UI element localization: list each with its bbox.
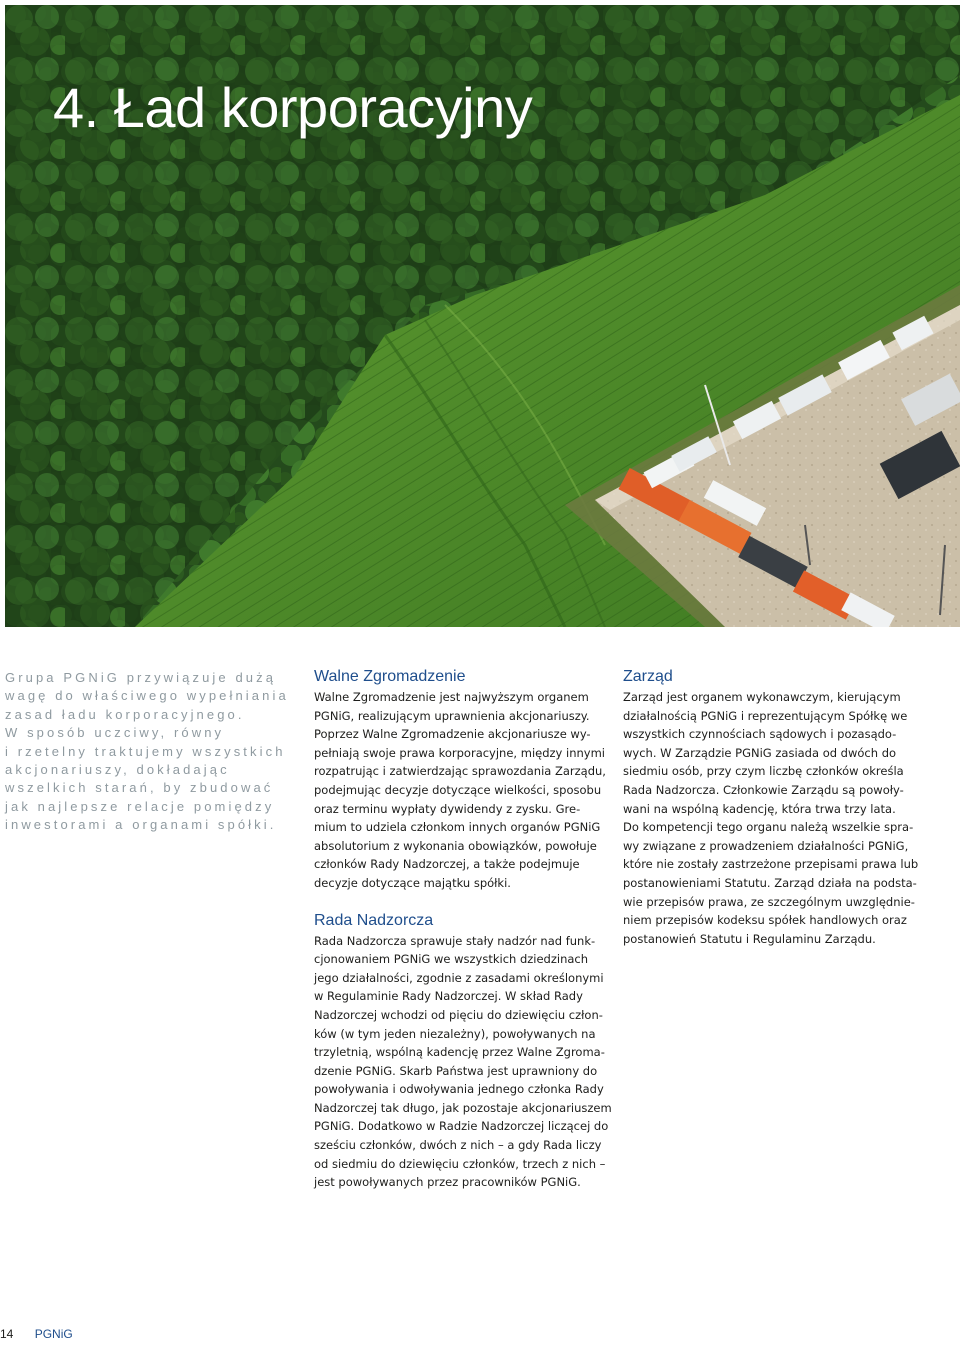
intro-line: i rzetelny traktujemy wszystkich (5, 743, 286, 759)
text-line: wani na wspólną kadencję, która trwa trzy lata. (623, 801, 896, 816)
intro-line: wagę do właściwego wypełniania (5, 688, 289, 704)
text-line: Nadzorczej tak długo, jak pozostaje akcjonariuszem (314, 1100, 612, 1115)
text-line: oraz terminu wypłaty dywidendy z zysku. Gre- (314, 801, 581, 816)
intro-line: akcjonariuszy, dokładając (5, 762, 230, 778)
rada-body (314, 932, 614, 1192)
text-line: w Regulaminie Rady Nadzorczej. W skład Rady (314, 989, 583, 1004)
text-line: od siedmiu do dziewięciu członków, trzech z nich – (314, 1156, 606, 1171)
text-line: PGNiG, realizującym uprawnienia akcjonariuszy. (314, 708, 590, 723)
hero-photo (5, 5, 960, 627)
text-line: niem przepisów kodeksu spółek handlowych oraz (623, 913, 907, 928)
column-zarzad (623, 667, 923, 948)
text-line: siedmiu osób, przy czym liczbę członków określa (623, 764, 904, 779)
text-line: rozpatrując i zatwierdzając sprawozdania Zarządu, (314, 764, 606, 779)
text-line: mium to udziela członkom innych organów PGNiG (314, 820, 601, 835)
text-line: jego działalności, zgodnie z zasadami określonymi (314, 970, 604, 985)
heading-walne-zgromadzenie: Walne Zgromadzenie (314, 668, 466, 685)
text-line: wszystkich czynnościach sądowych i pozasądo- (623, 727, 897, 742)
text-line: sześciu członków, dwóch z nich – a gdy Rada liczy (314, 1138, 602, 1153)
text-line: członków Rady Nadzorczej, a także podejmuje (314, 857, 580, 872)
text-line: które nie zostały zastrzeżone przepisami prawa lub (623, 857, 919, 872)
text-line: PGNiG. Dodatkowo w Radzie Nadzorczej liczącej do (314, 1119, 609, 1134)
heading-zarzad: Zarząd (623, 668, 673, 685)
text-line: decyzje dotyczące majątku spółki. (314, 875, 511, 890)
page-footer (0, 1326, 73, 1342)
text-line: Do kompetencji tego organu należą wszelkie spra- (623, 820, 914, 835)
text-line: dzenie PGNiG. Skarb Państwa jest uprawniony do (314, 1063, 598, 1078)
text-line: Nadzorczej wchodzi od pięciu do dziewięciu człon- (314, 1007, 603, 1022)
text-line: cjonowaniem PGNiG we wszystkich dziedzinach (314, 952, 589, 967)
heading-rada-nadzorcza: Rada Nadzorcza (314, 911, 434, 929)
zarzad-body (623, 688, 923, 948)
intro-lead (5, 669, 290, 835)
text-line: postanowieniami Statutu. Zarząd działa na podsta- (623, 875, 917, 890)
text-line: wych. W Zarządzie PGNiG zasiada od dwóch do (623, 745, 897, 760)
text-line: wy związane z prowadzeniem działalności PGNiG, (623, 838, 909, 853)
text-line: Poprzez Walne Zgromadzenie akcjonariusze wy- (314, 727, 591, 742)
text-line: działalnością PGNiG i reprezentującym Spółkę we (623, 708, 908, 723)
page-number: 14 (0, 1327, 14, 1341)
text-line: absolutorium z wykonania obowiązków, powołuje (314, 838, 597, 853)
text-line: powoływania i odwoływania jednego członka Rady (314, 1082, 604, 1097)
text-line: trzyletnią, wspólną kadencję przez Walne Zgroma- (314, 1045, 605, 1060)
text-line: Rada Nadzorcza sprawuje stały nadzór nad funk- (314, 933, 596, 948)
page-title: 4. Ład korporacyjny (53, 76, 533, 139)
intro-line: Grupa PGNiG przywiązuje dużą (5, 670, 277, 685)
text-line: Rada Nadzorcza. Członkowie Zarządu są powoły- (623, 782, 904, 797)
text-line: Walne Zgromadzenie jest najwyższym organem (314, 690, 589, 704)
text-line: podejmując decyzje dotyczące wielkości, sposobu (314, 782, 602, 797)
column-walne-rada (314, 667, 614, 1192)
text-line: pełniają swoje prawa korporacyjne, między innymi (314, 745, 605, 760)
walne-body (314, 688, 614, 893)
intro-line: inwestorami a organami spółki. (5, 817, 277, 833)
text-line: wie przepisów prawa, ze szczególnym uwzględnie- (623, 894, 915, 909)
text-line: postanowień Statutu i Regulaminu Zarządu. (623, 931, 876, 946)
intro-line: wszelkich starań, by zbudować (5, 780, 274, 796)
intro-line: W sposób uczciwy, równy (5, 725, 225, 741)
intro-line: zasad ładu korporacyjnego. (5, 706, 245, 722)
intro-line: jak najlepsze relacje pomiędzy (5, 798, 275, 814)
text-line: ków (w tym jeden niezależny), powoływanych na (314, 1026, 596, 1041)
text-line: jest powoływanych przez pracowników PGNiG. (314, 1175, 581, 1190)
footer-brand: PGNiG (34, 1327, 73, 1341)
text-line: Zarząd jest organem wykonawczym, kierującym (623, 690, 901, 704)
